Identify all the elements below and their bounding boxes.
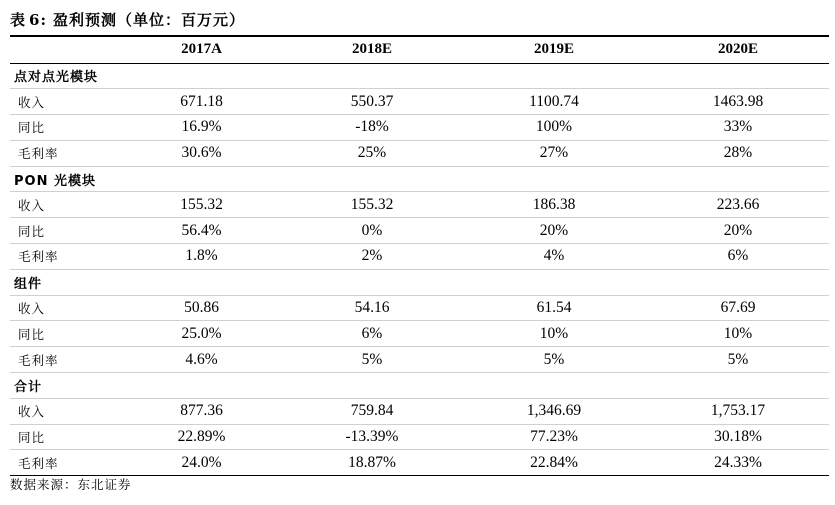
table-cell: 759.84 [283, 398, 461, 424]
table-cell: 6% [283, 321, 461, 347]
header-cell-2020e: 2020E [647, 36, 829, 63]
row-label: 毛利率 [10, 347, 120, 373]
row-label: 收入 [10, 89, 120, 115]
table-row [10, 347, 829, 373]
table-row [10, 192, 829, 218]
table-row [10, 115, 829, 141]
header-cell-2018e: 2018E [283, 36, 461, 63]
table-cell: 155.32 [120, 192, 283, 218]
table-row [10, 218, 829, 244]
table-cell: 20% [647, 218, 829, 244]
table-cell: 56.4% [120, 218, 283, 244]
table-cell: 22.84% [461, 450, 647, 476]
table-row [10, 424, 829, 450]
table-cell: 67.69 [647, 295, 829, 321]
table-cell: 2% [283, 244, 461, 270]
table-cell: 50.86 [120, 295, 283, 321]
table-cell: 22.89% [120, 424, 283, 450]
table-cell: 24.33% [647, 450, 829, 476]
header-cell-2017a: 2017A [120, 36, 283, 63]
table-title-text: 盈利预测（单位：百万元） [53, 11, 246, 29]
table-title-prefix: 表 [10, 11, 27, 29]
table-cell: 186.38 [461, 192, 647, 218]
table-cell: 5% [461, 347, 647, 373]
table-cell: 54.16 [283, 295, 461, 321]
table-cell: 0% [283, 218, 461, 244]
section-label: 点对点光模块 [10, 63, 829, 89]
table-cell: 1.8% [120, 244, 283, 270]
table-cell: 24.0% [120, 450, 283, 476]
table-cell: 20% [461, 218, 647, 244]
table-row [10, 398, 829, 424]
section-row [10, 63, 829, 89]
header-cell-blank [10, 36, 120, 63]
table-cell: 5% [283, 347, 461, 373]
section-label: 合计 [10, 373, 829, 399]
row-label: 毛利率 [10, 244, 120, 270]
section-row [10, 166, 829, 192]
table-cell: 10% [461, 321, 647, 347]
table-row [10, 140, 829, 166]
header-row [10, 36, 829, 63]
table-cell: 25.0% [120, 321, 283, 347]
table-row [10, 244, 829, 270]
table-cell: 16.9% [120, 115, 283, 141]
table-cell: 1,346.69 [461, 398, 647, 424]
row-label: 收入 [10, 398, 120, 424]
table-title-number: 6: [29, 11, 47, 29]
table-cell: 18.87% [283, 450, 461, 476]
section-label: 组件 [10, 269, 829, 295]
table-cell: 155.32 [283, 192, 461, 218]
row-label: 毛利率 [10, 450, 120, 476]
table-row [10, 321, 829, 347]
source-note: 数据来源：东北证券 [10, 477, 132, 492]
table-row [10, 295, 829, 321]
table-cell: 28% [647, 140, 829, 166]
table-cell: 100% [461, 115, 647, 141]
table-cell: 10% [647, 321, 829, 347]
row-label: 收入 [10, 192, 120, 218]
row-label: 收入 [10, 295, 120, 321]
row-label: 同比 [10, 321, 120, 347]
section-row [10, 269, 829, 295]
table-cell: 6% [647, 244, 829, 270]
table-cell: 61.54 [461, 295, 647, 321]
table-cell: 671.18 [120, 89, 283, 115]
table-cell: 1,753.17 [647, 398, 829, 424]
table-cell: 4% [461, 244, 647, 270]
table-cell: 33% [647, 115, 829, 141]
header-cell-2019e: 2019E [461, 36, 647, 63]
table-cell: 30.6% [120, 140, 283, 166]
forecast-table [10, 35, 829, 476]
table-cell: 550.37 [283, 89, 461, 115]
table-cell: 27% [461, 140, 647, 166]
table-cell: 877.36 [120, 398, 283, 424]
table-row [10, 450, 829, 476]
table-cell: 30.18% [647, 424, 829, 450]
row-label: 毛利率 [10, 140, 120, 166]
table-cell: 77.23% [461, 424, 647, 450]
table-row [10, 89, 829, 115]
row-label: 同比 [10, 424, 120, 450]
table-cell: 25% [283, 140, 461, 166]
table-cell: -18% [283, 115, 461, 141]
table-title [10, 9, 245, 30]
table-cell: 1463.98 [647, 89, 829, 115]
row-label: 同比 [10, 218, 120, 244]
table-cell: 223.66 [647, 192, 829, 218]
table-cell: 5% [647, 347, 829, 373]
table-cell: 4.6% [120, 347, 283, 373]
table-cell: 1100.74 [461, 89, 647, 115]
table-cell: -13.39% [283, 424, 461, 450]
section-label: PON 光模块 [10, 166, 829, 192]
row-label: 同比 [10, 115, 120, 141]
section-row [10, 373, 829, 399]
